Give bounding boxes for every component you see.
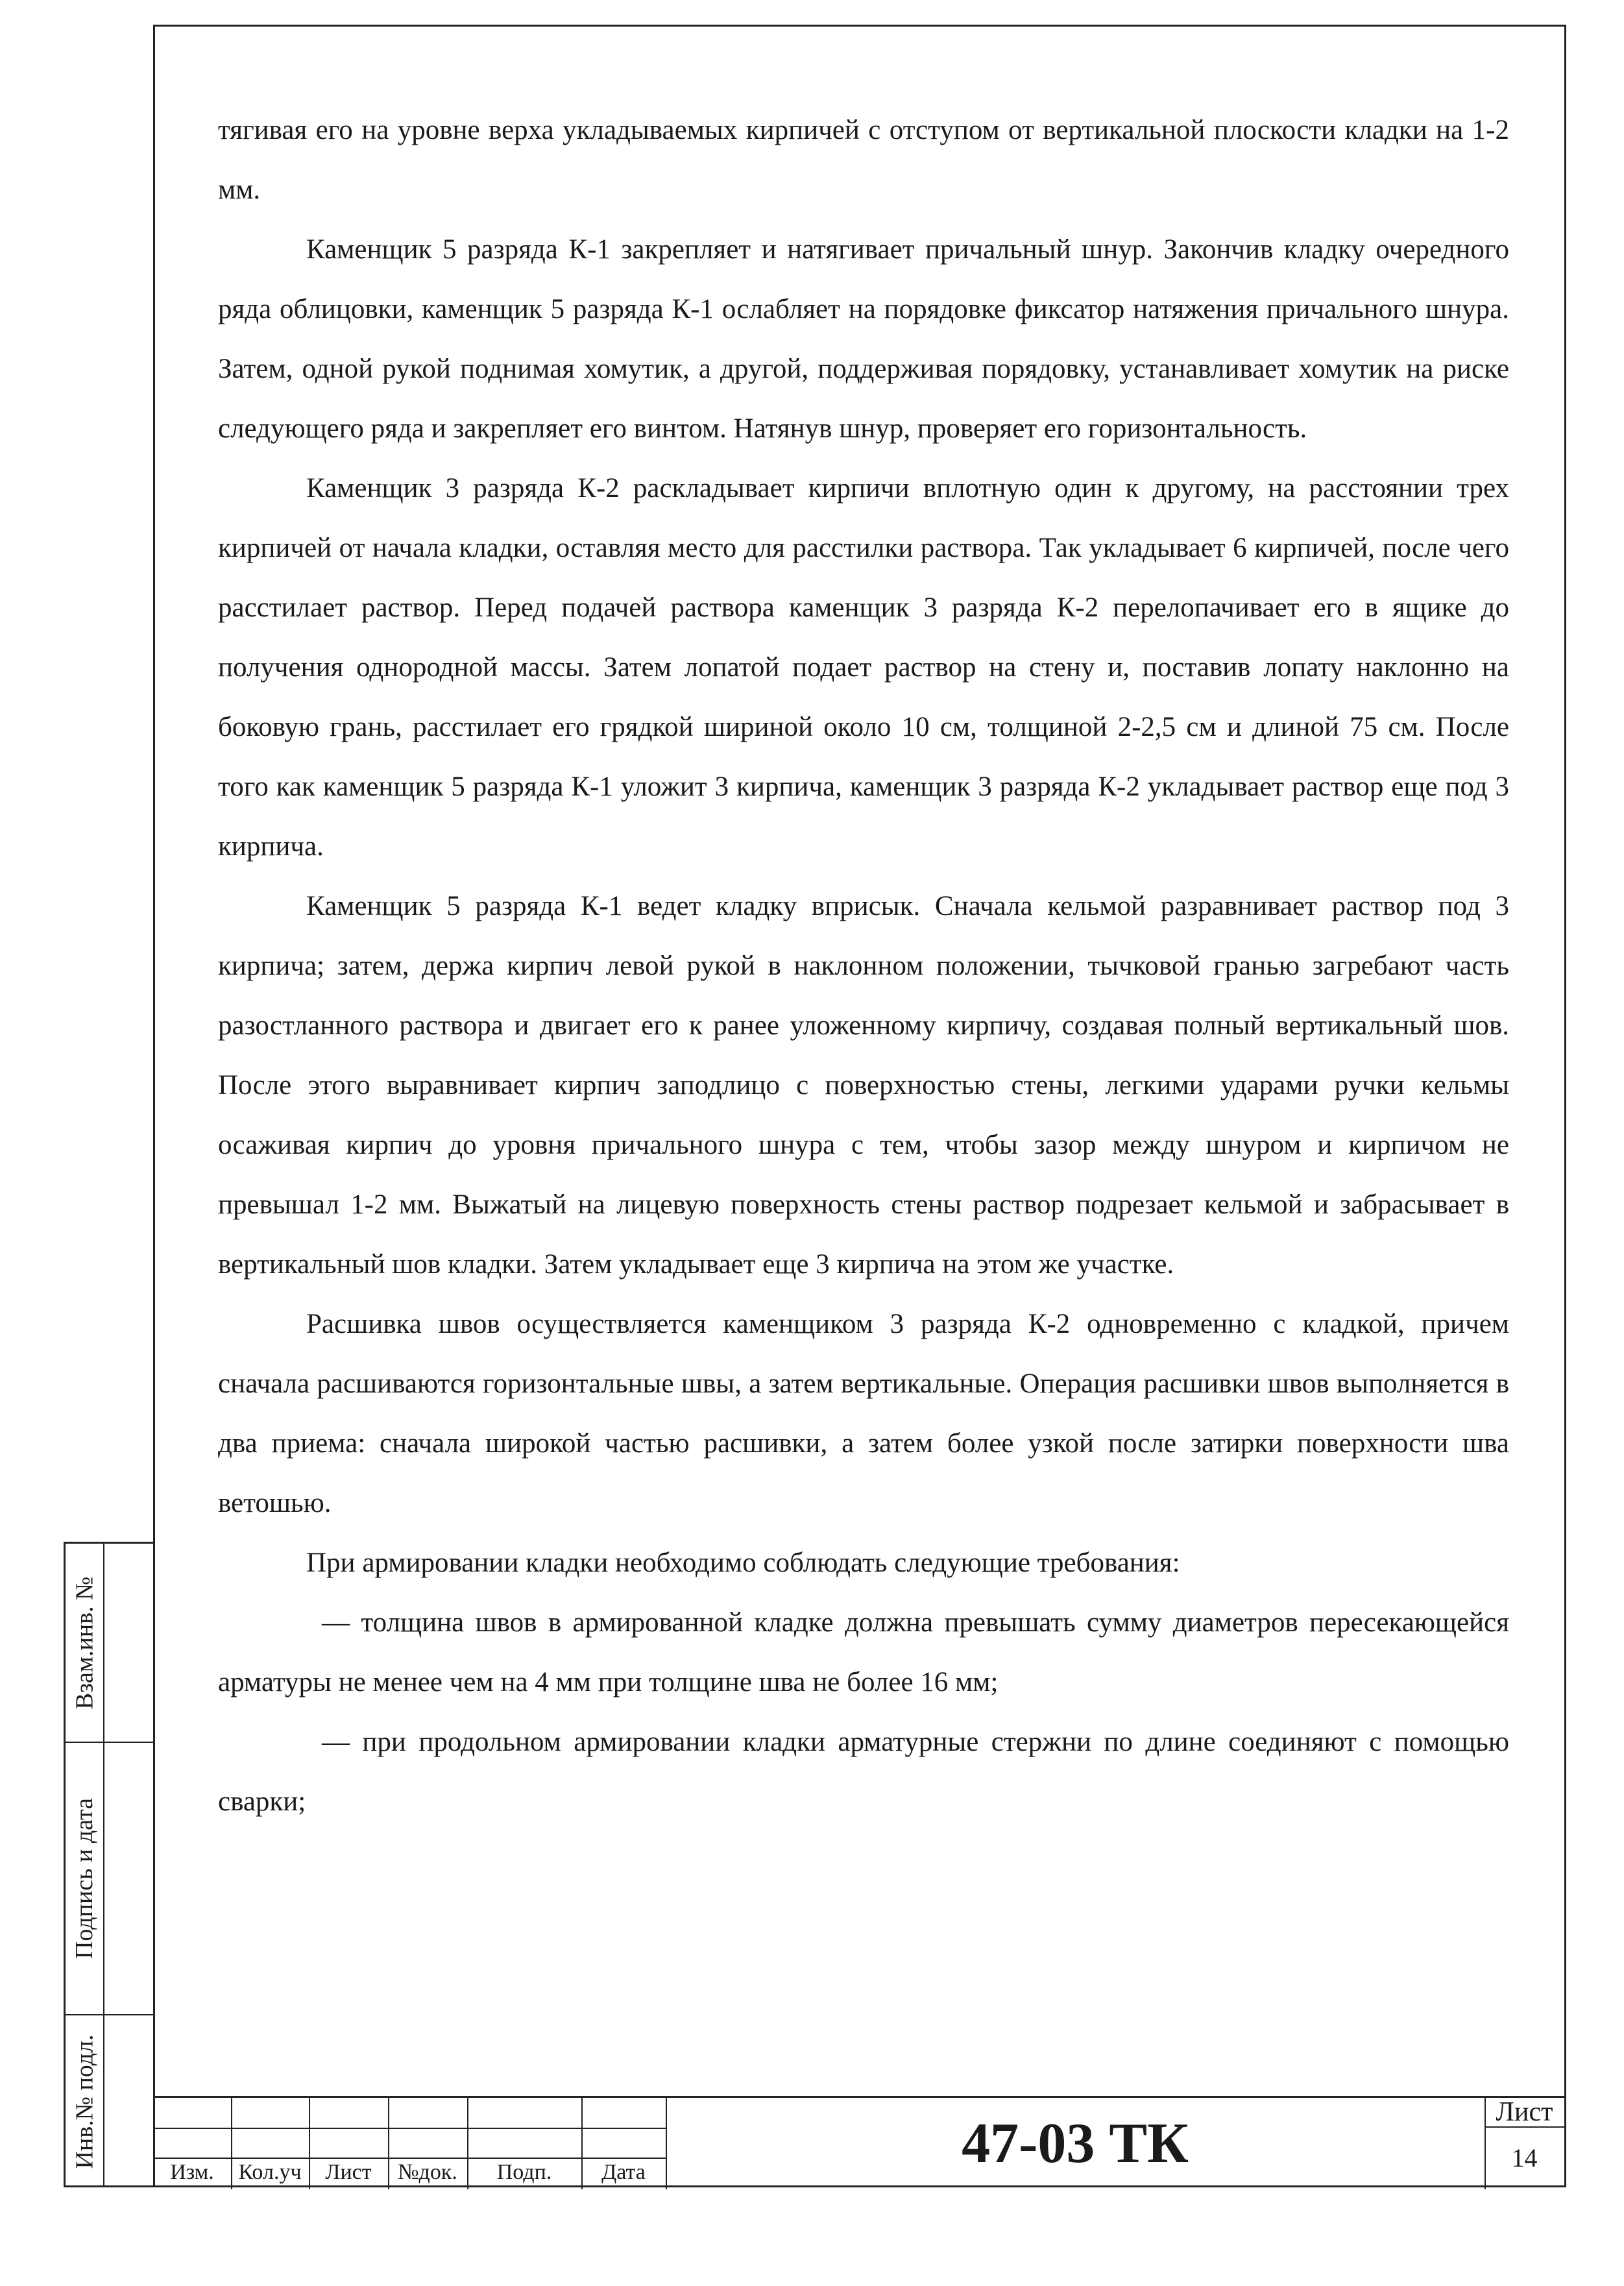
list-item: — при продольном армировании кладки арматурные стержни по длине соединяют с помощью сварки; [218,1727,1509,1817]
paragraph: тягивая его на уровне верха укладываемых кирпичей с отступом от вертикальной плоскости кладки на 1-2 мм. [218,115,1509,205]
side-stamp [64,1542,154,2187]
col-header-podp: Подп. [496,2160,552,2184]
side-cell-inv-podl [66,2015,154,2187]
title-block [153,2096,1566,2187]
col-header-ndok: №док. [398,2160,457,2184]
side-label-vzam-inv: Взам.инв. № [71,1576,99,1709]
list-item: — толщина швов в армированной кладке должна превышать сумму диаметров пересекающейся арматуры не менее чем на 4 мм при толщине шва не более 16 мм; [218,1607,1509,1697]
side-label-inv-podl: Инв.№ подл. [71,2034,99,2169]
side-cell-podpis [66,1743,154,2014]
document-code: 47-03 ТК [962,2112,1189,2175]
body-text [218,101,1509,1832]
sheet-label: Лист [1485,2098,1564,2128]
side-cell-vzam [66,1544,154,1742]
side-label-podpis-data: Подпись и дата [71,1797,99,1960]
paragraph: Каменщик 3 разряда К-2 раскладывает кирпичи вплотную один к другому, на расстоянии трех кирпичей от начала кладки, оставляя место для расстилки раствора. Так укладывает 6 кирпичей, после чего расстилает раствор. Перед подачей раствора каменщик 3 разряда К-2 перелопачивает его в ящике до получения однородной массы. Затем лопатой подает раствор на стену и, поставив лопату наклонно на боковую грань, расстилает его грядкой шириной около 10 см, толщиной 2-2,5 см и длиной 75 см. После того как каменщик 5 разряда К-1 уложит 3 кирпича, каменщик 3 разряда К-2 укладывает раствор еще под 3 кирпича. [218,473,1509,862]
col-header-izm: Изм. [170,2160,214,2184]
col-header-kol-uch: Кол.уч [238,2160,302,2184]
col-header-data: Дата [601,2160,646,2184]
sheet-number: 14 [1511,2143,1538,2172]
paragraph: Расшивка швов осуществляется каменщиком 3 разряда К-2 одновременно с кладкой, причем сначала расшиваются горизонтальные швы, а затем вертикальные. Операция расшивки швов выполняется в два приема: сначала широкой частью расшивки, а затем более узкой после затирки поверхности шва ветошью. [218,1309,1509,1518]
paragraph: Каменщик 5 разряда К-1 закрепляет и натягивает причальный шнур. Закончив кладку очередного ряда облицовки, каменщик 5 разряда К-1 ослабляет на порядовке фиксатор натяжения причального шнура. Затем, одной рукой поднимая хомутик, а другой, поддерживая порядовку, устанавливает хомутик на риске следующего ряда и закрепляет его винтом. Натянув шнур, проверяет его горизонтальность. [218,234,1509,444]
paragraph: Каменщик 5 разряда К-1 ведет кладку вприсык. Сначала кельмой разравнивает раствор под 3 кирпича; затем, держа кирпич левой рукой в наклонном положении, тычковой гранью загребают часть разостланного раствора и двигает его к ранее уложенному кирпичу, создавая полный вертикальный шов. После этого выравнивает кирпич заподлицо с поверхностью стены, легкими ударами ручки кельмы осаживая кирпич до уровня причального шнура с тем, чтобы зазор между шнуром и кирпичом не превышал 1-2 мм. Выжатый на лицевую поверхность стены раствор подрезает кельмой и забрасывает в вертикальный шов кладки. Затем укладывает еще 3 кирпича на этом же участке. [218,891,1509,1280]
paragraph: При армировании кладки необходимо соблюдать следующие требования: [306,1548,1180,1578]
col-header-list: Лист [325,2160,372,2184]
